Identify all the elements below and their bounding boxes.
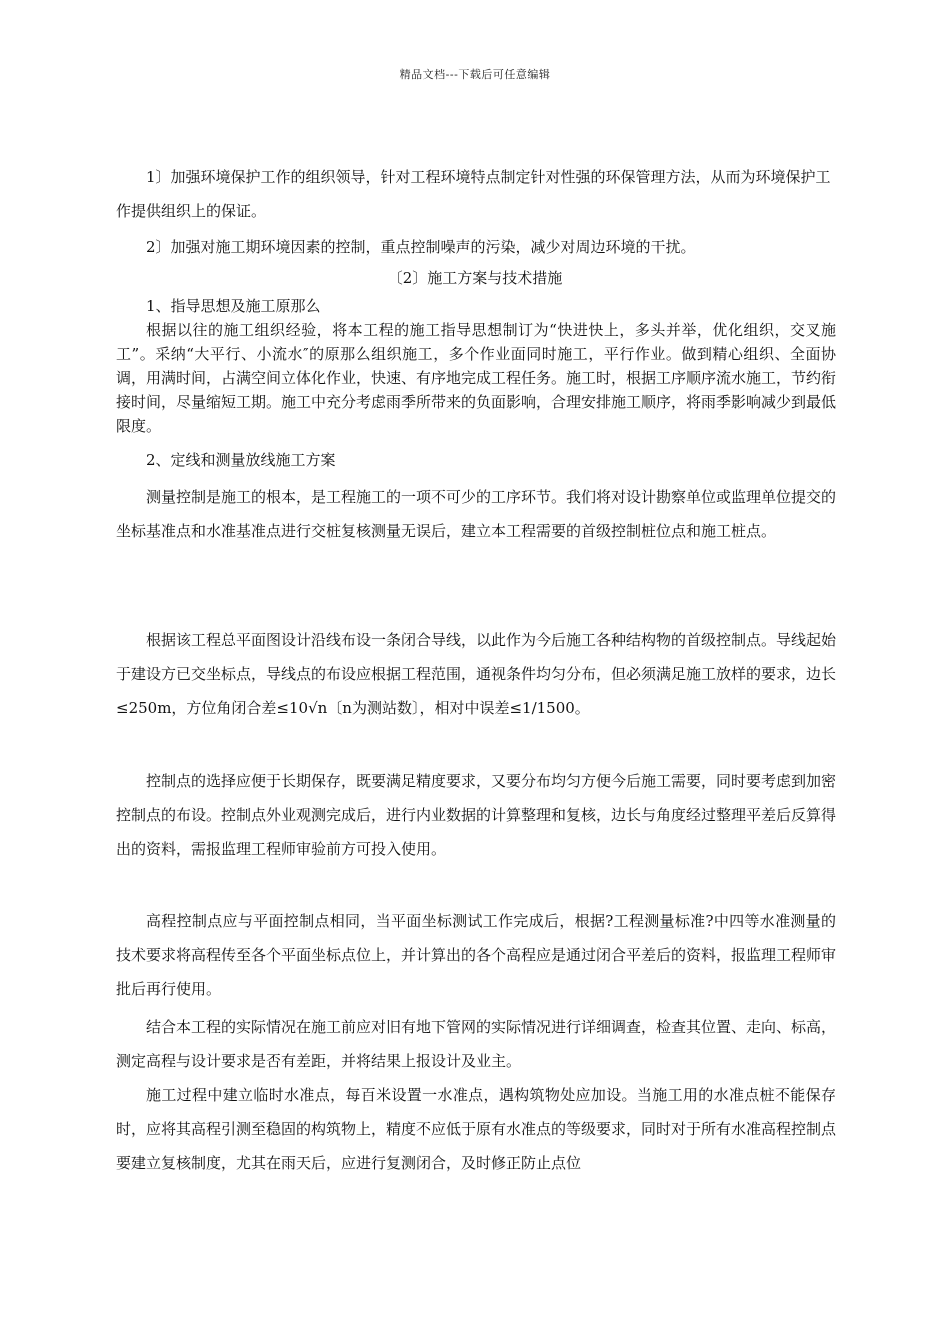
heading-guiding-principles: 1、指导思想及施工原那么 bbox=[146, 297, 321, 315]
paragraph-elevation-control: 高程控制点应与平面控制点相同，当平面坐标测试工作完成后，根据?工程测量标准?中四等水准测量的技术要求将高程传至各个平面坐标点位上，并计算出的各个高程应是通过闭合平差后的资料，报监理工程师审批后再行使用。 bbox=[116, 912, 837, 998]
section-title: 〔2〕施工方案与技术措施 bbox=[387, 269, 563, 287]
paragraph-benchmarks: 施工过程中建立临时水准点，每百米设置一水准点，遇构筑物处应加设。当施工用的水准点桩不能保存时，应将其高程引测至稳固的构筑物上，精度不应低于原有水准点的等级要求，同时对于所有水准高程控制点要建立复核制度，尤其在雨天后，应进行复测闭合，及时修正防止点位 bbox=[116, 1086, 837, 1172]
heading-survey-plan: 2、定线和测量放线施工方案 bbox=[146, 451, 336, 469]
paragraph-env-org: 1〕加强环境保护工作的组织领导，针对工程环境特点制定针对性强的环保管理方法，从而为环境保护工作提供组织上的保证。 bbox=[116, 168, 831, 220]
paragraph-pipeline-survey: 结合本工程的实际情况在施工前应对旧有地下管网的实际情况进行详细调查，检查其位置、走向、标高，测定高程与设计要求是否有差距，并将结果上报设计及业主。 bbox=[116, 1018, 837, 1070]
page-header: 精品文档---下载后可任意编辑 bbox=[399, 68, 551, 81]
paragraph-control-points: 控制点的选择应便于长期保存，既要满足精度要求，又要分布均匀方便今后施工需要，同时要考虑到加密控制点的布设。控制点外业观测完成后，进行内业数据的计算整理和复核，边长与角度经过整理平差后反算得出的资料，需报监理工程师审验前方可投入使用。 bbox=[116, 772, 837, 858]
paragraph-env-control: 2〕加强对施工期环境因素的控制，重点控制噪声的污染，减少对周边环境的干扰。 bbox=[146, 238, 696, 256]
paragraph-guiding-principles: 根据以往的施工组织经验，将本工程的施工指导思想制订为“快进快上，多头并举，优化组织，交叉施工”。采纳“大平行、小流水″的原那么组织施工，多个作业面同时施工，平行作业。做到精心组织、全面协调，用满时间，占满空间立体化作业，快速、有序地完成工程任务。施工时，根据工序顺序流水施工，节约衔接时间，尽量缩短工期。施工中充分考虑雨季所带来的负面影响，合理安排施工顺序，将雨季影响减少到最低限度。 bbox=[116, 321, 837, 435]
paragraph-survey-control: 测量控制是施工的根本，是工程施工的一项不可少的工序环节。我们将对设计勘察单位或监理单位提交的坐标基准点和水准基准点进行交桩复核测量无误后，建立本工程需要的首级控制桩位点和施工桩点。 bbox=[116, 488, 837, 540]
paragraph-traverse: 根据该工程总平面图设计沿线布设一条闭合导线，以此作为今后施工各种结构物的首级控制点。导线起始于建设方已交坐标点，导线点的布设应根据工程范围，通视条件均匀分布，但必须满足施工放样的要求，边长≤250m，方位角闭合差≤10√n〔n为测站数〕，相对中误差≤1/1500。 bbox=[116, 631, 837, 717]
